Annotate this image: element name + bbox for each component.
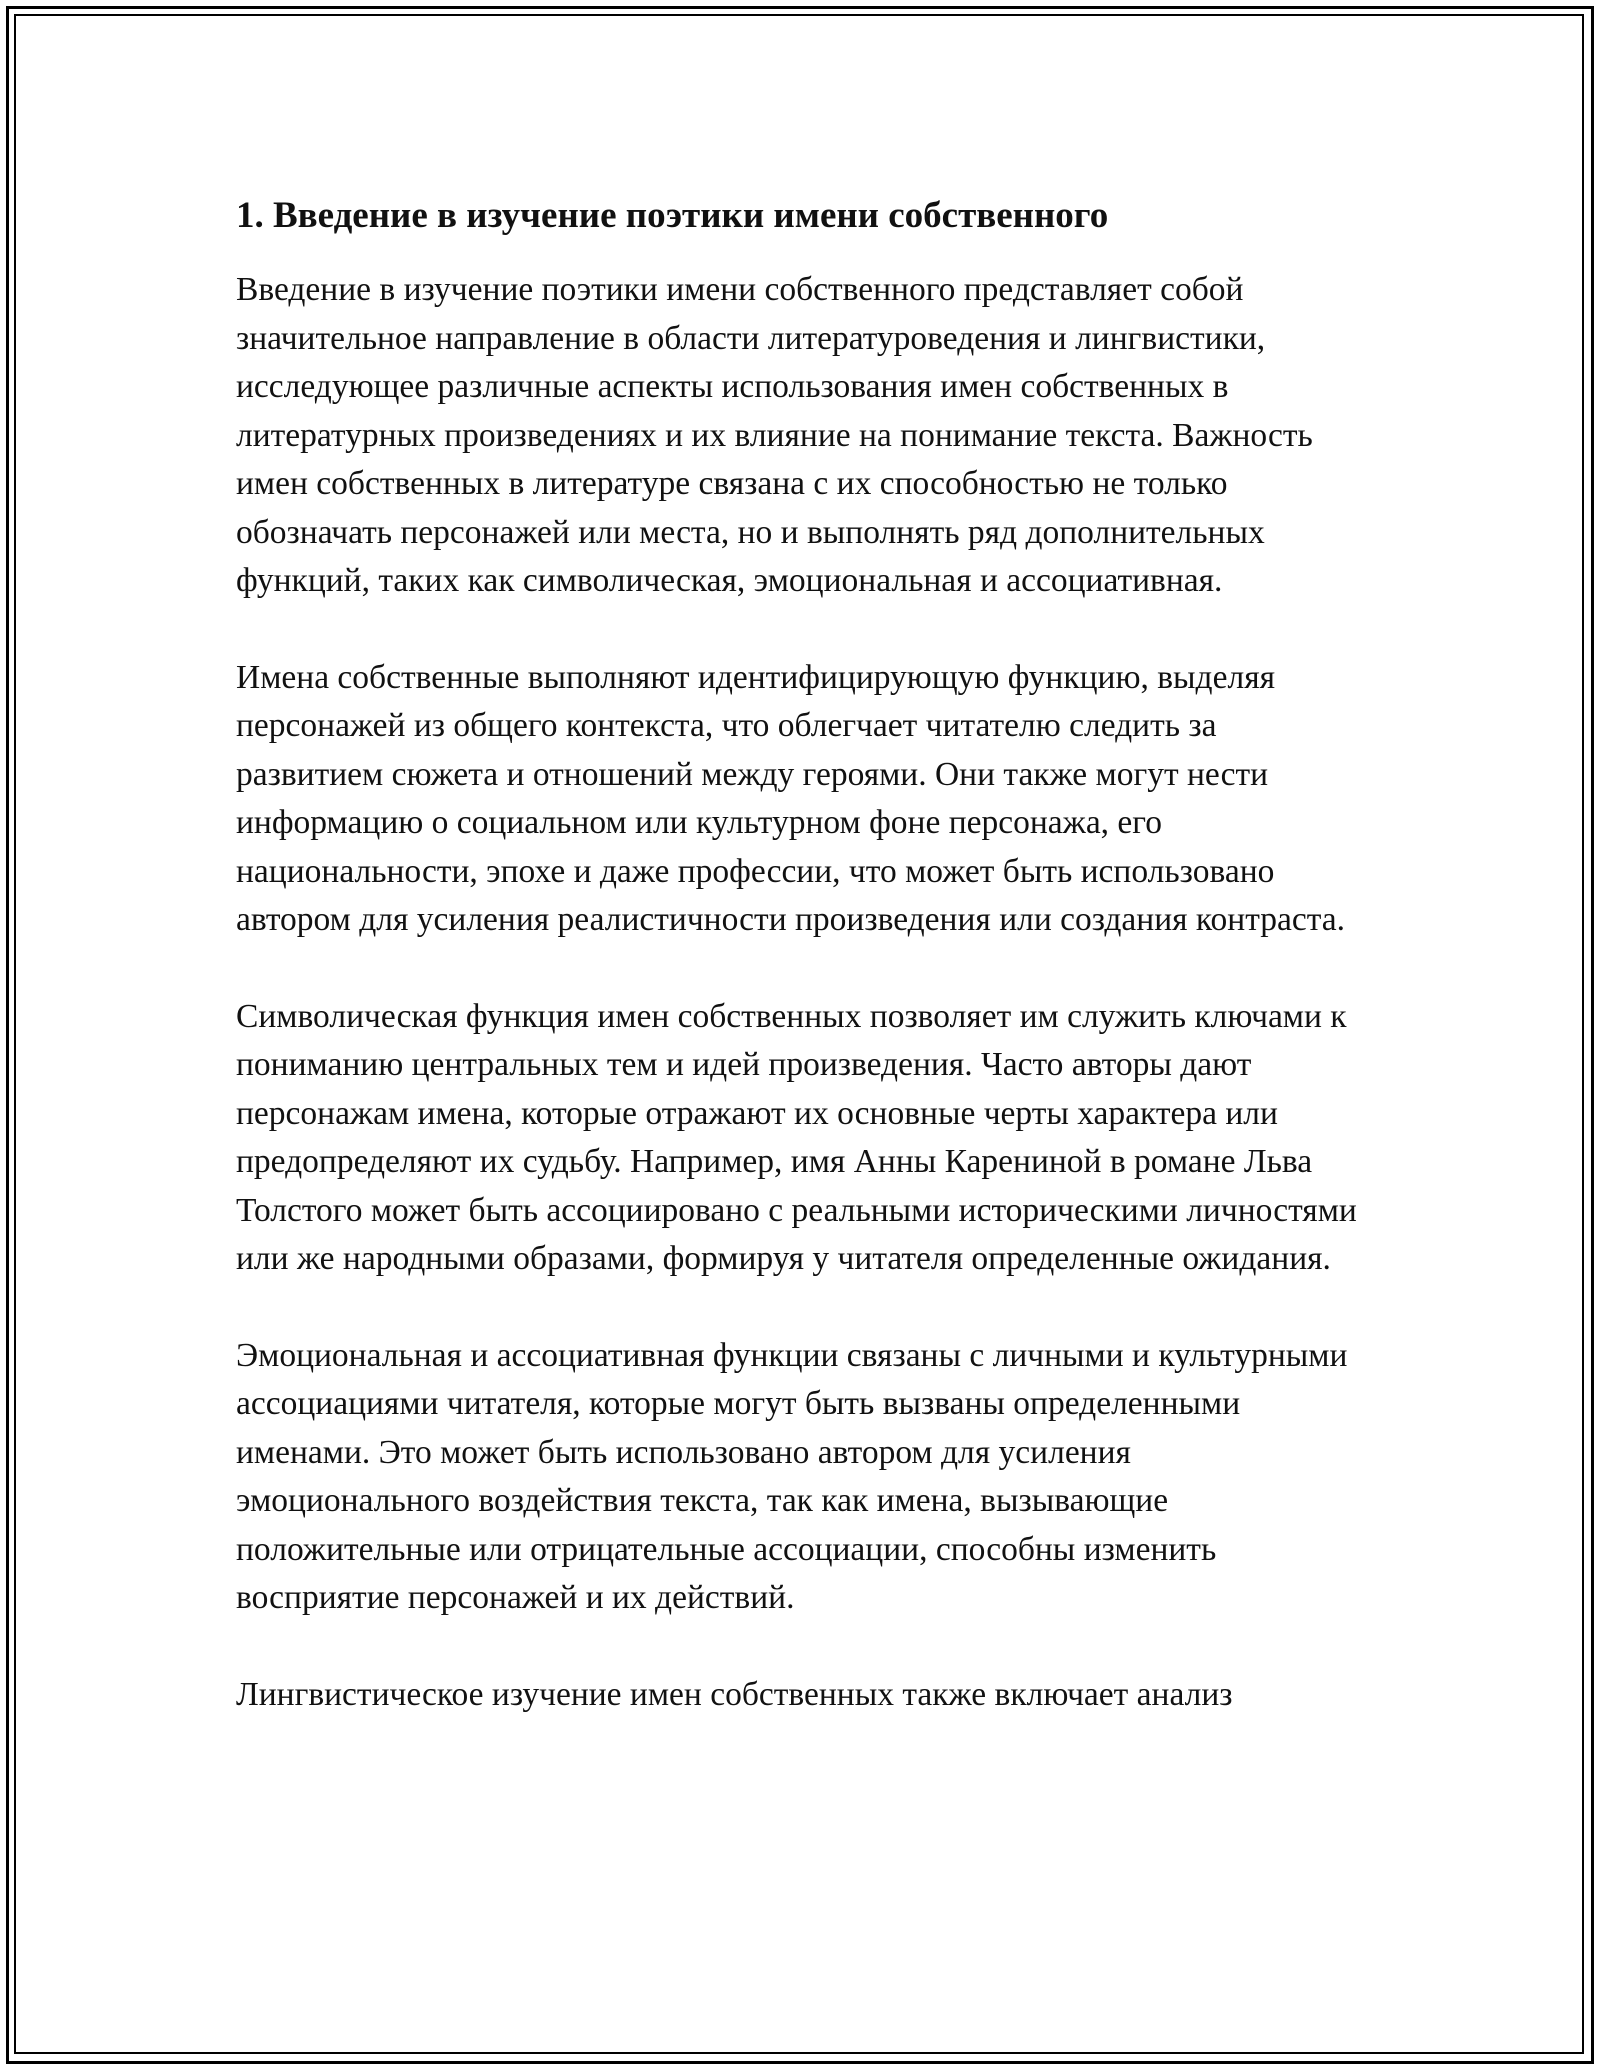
- paragraph-emotional-function: Эмоциональная и ассоциативная функции связаны с личными и культурными ассоциациями читателя, которые могут быть вызваны определенными именами. Это может быть использовано автором для усиления эмоционального воздействия текста, так как имена, вызывающие положительные или отрицательные ассоциации, способны изменить восприятие персонажей и их действий.: [236, 1336, 1348, 1616]
- section-heading: 1. Введение в изучение поэтики имени собственного: [236, 195, 1109, 236]
- paragraph-introduction: Введение в изучение поэтики имени собственного представляет собой значительное направление в области литературоведения и лингвистики, исследующее различные аспекты использования имен собственных в литературных произведениях и их влияние на понимание текста. Важность имен собственных в литературе связана с их способностью не только обозначать персонажей или места, но и выполнять ряд дополнительных функций, таких как символическая, эмоциональная и ассоциативная.: [236, 271, 1313, 599]
- paragraph-identifying-function: Имена собственные выполняют идентифицирующую функцию, выделяя персонажей из общего контекста, что облегчает читателю следить за развитием сюжета и отношений между героями. Они также могут нести информацию о социальном или культурном фоне персонажа, его национальности, эпохе и даже профессии, что может быть использовано автором для усиления реалистичности произведения или создания контраста.: [236, 658, 1346, 938]
- paragraph-linguistic-study: Лингвистическое изучение имен собственных также включает анализ: [236, 1675, 1233, 1713]
- document-body: [236, 186, 1366, 1767]
- paragraph-symbolic-function: Символическая функция имен собственных позволяет им служить ключами к пониманию центральных тем и идей произведения. Часто авторы дают персонажам имена, которые отражают их основные черты характера или предопределяют их судьбу. Например, имя Анны Карениной в романе Льва Толстого может быть ассоциировано с реальными историческими личностями или же народными образами, формируя у читателя определенные ожидания.: [236, 997, 1357, 1277]
